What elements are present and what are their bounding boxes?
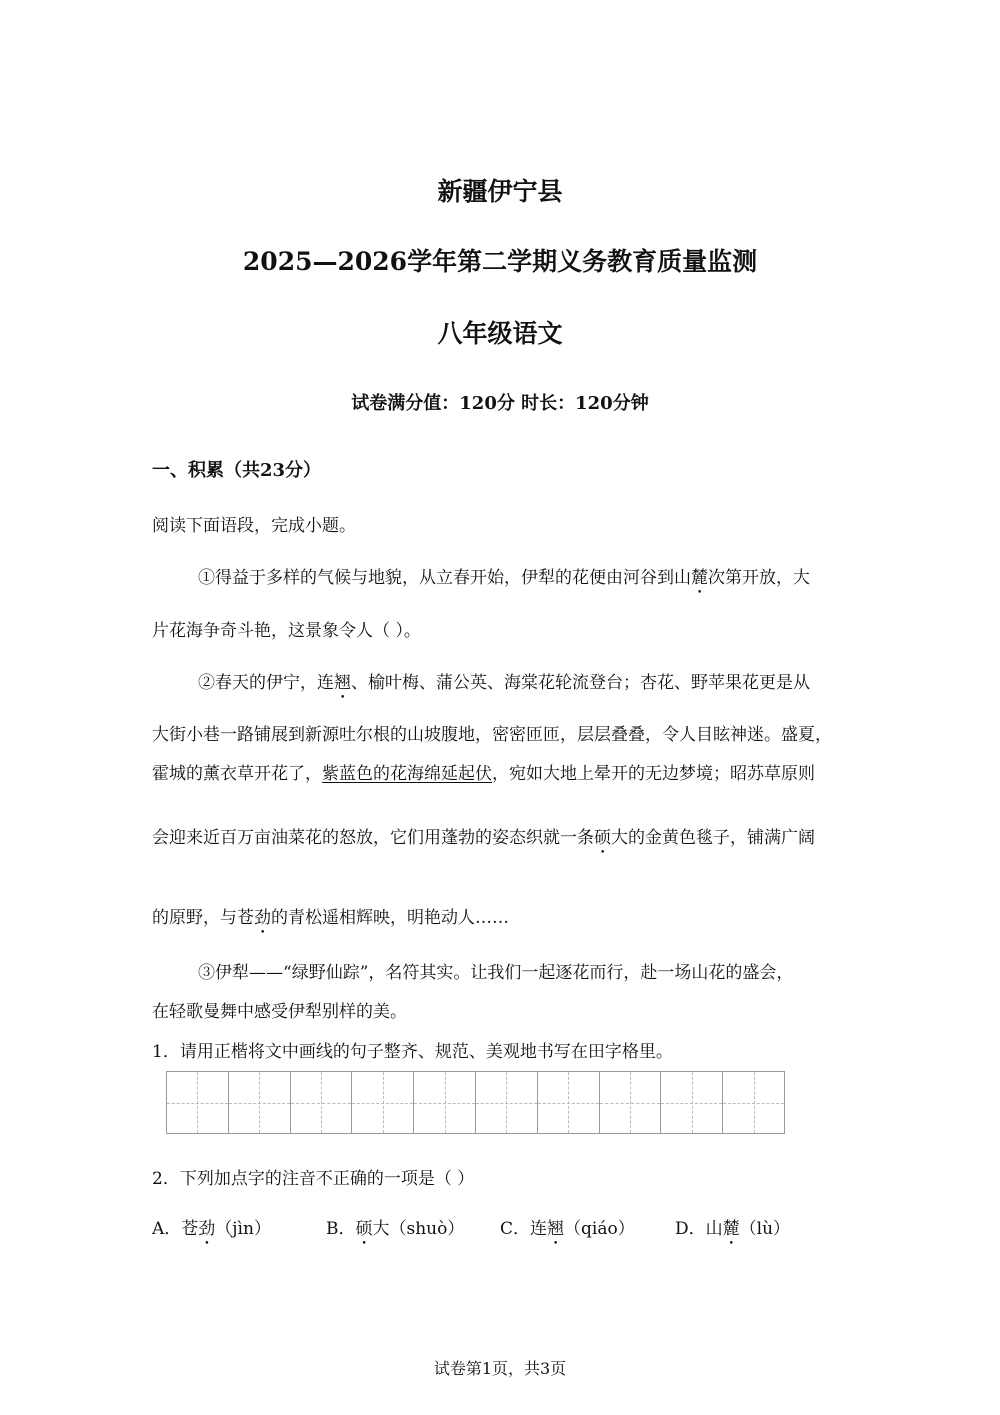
question-1: 1．请用正楷将文中画线的句子整齐、规范、美观地书写在田字格里。	[152, 1042, 673, 1062]
option-pinyin: （lù）	[739, 1219, 791, 1239]
instruction: 阅读下面语段，完成小题。	[152, 516, 356, 536]
option-label: A．苍	[152, 1219, 199, 1239]
passage-p3-line1: ③伊犁——“绿野仙踪”，名符其实。让我们一起逐花而行，赴一场山花的盛会，	[198, 963, 794, 983]
dotted-char: 麓	[722, 1219, 740, 1239]
option-d[interactable]	[675, 1214, 790, 1249]
passage-p3-line2: 在轻歌曼舞中感受伊犁别样的美。	[152, 1002, 407, 1022]
grid-cell[interactable]	[229, 1072, 291, 1133]
grid-cell[interactable]	[476, 1072, 538, 1133]
text-span: 的原野，与苍	[152, 908, 254, 928]
exam-title-term: 2025—2026学年第二学期义务教育质量监测	[242, 247, 758, 276]
dotted-char: 劲	[198, 1219, 216, 1239]
grid-cell[interactable]	[291, 1072, 353, 1133]
writing-grid[interactable]	[166, 1071, 785, 1134]
dotted-char: 翘	[334, 673, 351, 693]
page-footer: 试卷第1页，共3页	[433, 1359, 567, 1378]
option-label: B．	[326, 1219, 356, 1239]
passage-p2-line2: 大街小巷一路铺展到新源吐尔根的山坡腹地，密密匝匝，层层叠叠，令人目眩神迷。盛夏，	[152, 725, 832, 745]
passage-p1-line1	[198, 563, 810, 598]
text-span: ，宛如大地上晕开的无边梦境；昭苏草原则	[492, 764, 815, 784]
exam-title-region: 新疆伊宁县	[437, 177, 563, 206]
passage-p2-line1	[198, 668, 810, 703]
option-label: D．山	[675, 1219, 723, 1239]
passage-p2-line5	[152, 903, 509, 938]
grid-cell[interactable]	[600, 1072, 662, 1133]
grid-cell[interactable]	[538, 1072, 600, 1133]
option-c[interactable]	[500, 1214, 635, 1249]
question-2: 2．下列加点字的注音不正确的一项是（ ）	[152, 1169, 475, 1189]
text-span: 次第开放，大	[708, 568, 810, 588]
exam-title-subject: 八年级语文	[437, 319, 563, 348]
passage-p1-line2: 片花海争奇斗艳，这景象令人（ ）。	[152, 621, 421, 641]
underlined-sentence: 紫蓝色的花海绵延起伏	[322, 764, 492, 784]
dotted-char: 硕	[594, 828, 611, 848]
option-pinyin: （shuò）	[389, 1219, 465, 1239]
grid-cell[interactable]	[414, 1072, 476, 1133]
grid-cell[interactable]	[167, 1072, 229, 1133]
dotted-char: 麓	[691, 568, 708, 588]
option-rest: 大	[372, 1219, 390, 1239]
grid-cell[interactable]	[723, 1072, 784, 1133]
text-span: 的青松遥相辉映，明艳动人……	[271, 908, 509, 928]
option-pinyin: （jìn）	[215, 1219, 271, 1239]
grid-cell[interactable]	[352, 1072, 414, 1133]
option-label: C．连	[500, 1219, 548, 1239]
text-span: ①得益于多样的气候与地貌，从立春开始，伊犁的花便由河谷到山	[198, 568, 691, 588]
exam-meta: 试卷满分值：120分 时长：120分钟	[351, 393, 649, 414]
text-span: 、榆叶梅、蒲公英、海棠花轮流登台；杏花、野苹果花更是从	[351, 673, 810, 693]
grid-cell[interactable]	[661, 1072, 723, 1133]
section-heading: 一、积累（共23分）	[152, 460, 322, 481]
dotted-char: 翘	[547, 1219, 565, 1239]
dotted-char: 劲	[254, 908, 271, 928]
text-span: ②春天的伊宁，连	[198, 673, 334, 693]
option-a[interactable]	[152, 1214, 271, 1249]
option-b[interactable]	[326, 1214, 464, 1249]
text-span: 霍城的薰衣草开花了，	[152, 764, 322, 784]
passage-p2-line3	[152, 759, 815, 784]
option-pinyin: （qiáo）	[564, 1219, 635, 1239]
text-span: 大的金黄色毯子，铺满广阔	[611, 828, 815, 848]
passage-p2-line4	[152, 823, 815, 858]
dotted-char: 硕	[355, 1219, 373, 1239]
text-span: 会迎来近百万亩油菜花的怒放，它们用蓬勃的姿态织就一条	[152, 828, 594, 848]
